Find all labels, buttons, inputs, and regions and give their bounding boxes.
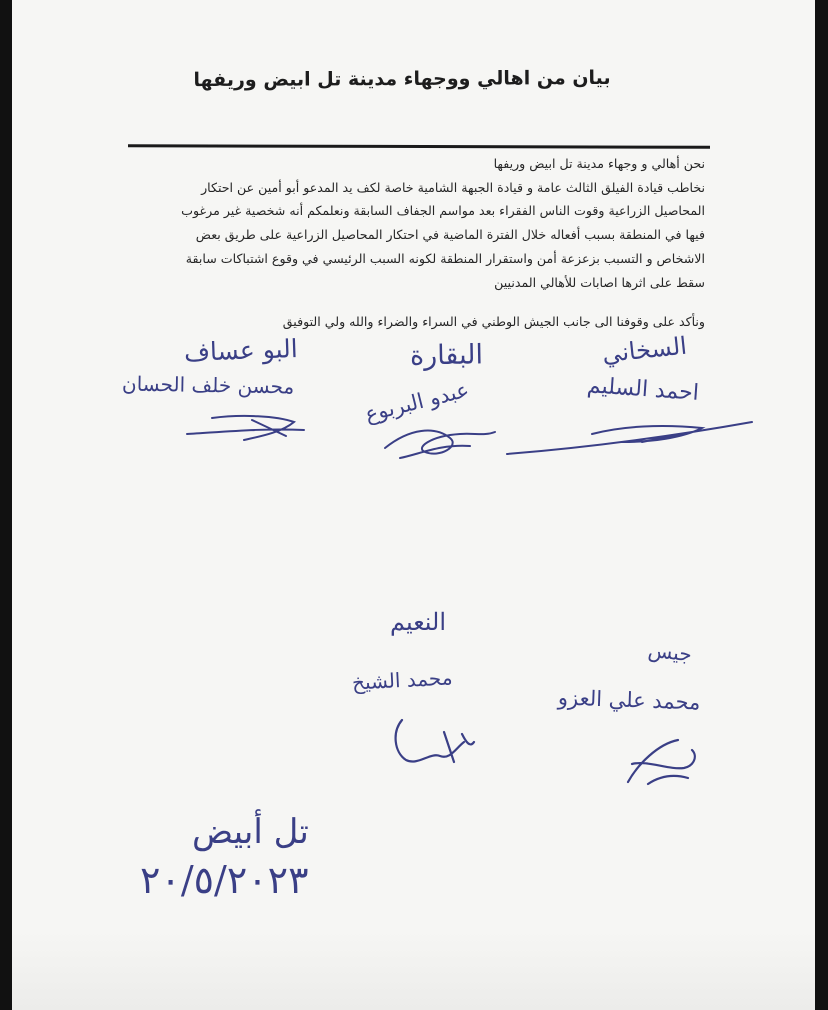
body-line: نحن أهالي و وجهاء مدينة تل ابيض وريفها xyxy=(493,156,705,171)
signatory-tribe: النعيم xyxy=(390,608,447,636)
signature-mark xyxy=(618,734,708,799)
place-name: تل أبيض xyxy=(192,812,309,852)
body-line: المحاصيل الزراعية وقوت الناس الفقراء بعد مواسم الجفاف السابقة ونعلمكم أنه شخصية غير مرغوب xyxy=(181,203,705,218)
body-line: نخاطب قيادة الفيلق الثالث عامة و قيادة الجبهة الشامية خاصة لكف يد المدعو أبو أمين عن احتكار xyxy=(201,180,705,195)
document-title: بيان من اهالي ووجهاء مدينة تل ابيض وريفها xyxy=(193,66,611,92)
signatory-name: عبدو البربوع xyxy=(362,377,472,427)
document-page xyxy=(12,0,815,1010)
signature-mark xyxy=(182,406,312,451)
signatory-tribe: جيس xyxy=(646,637,694,667)
closing-line: ونأكد على وقوفنا الى جانب الجيش الوطني في السراء والضراء والله ولي التوفيق xyxy=(282,314,705,329)
title-underline xyxy=(128,144,710,149)
signature-mark xyxy=(380,418,500,471)
signatory-name: احمد السليم xyxy=(586,373,700,406)
body-line: سقط على اثرها اصابات للأهالي المدنيين xyxy=(494,275,705,290)
signatory-name: محمد الشيخ xyxy=(351,665,454,695)
signatory-tribe: السخاني xyxy=(600,331,689,369)
document-date: ٢٠/٥/٢٠٢٣ xyxy=(140,858,309,902)
signature-mark xyxy=(384,712,484,777)
signatory-name: محسن خلف الحسان xyxy=(121,371,295,399)
signatory-tribe: البو عساف xyxy=(183,334,299,367)
signatory-tribe: البقارة xyxy=(409,339,484,372)
body-line: فيها في المنطقة بسبب أفعاله خلال الفترة الماضية في احتكار المحاصيل الزراعية على طريق بعض xyxy=(195,227,705,242)
signatory-name: محمد علي العزو xyxy=(557,685,701,715)
body-line: الاشخاص و التسبب بزعزعة أمن واستقرار المنطقة لكونه السبب الرئيسي في وقوع اشتباكات سابقة xyxy=(185,251,705,266)
signature-mark xyxy=(502,412,762,467)
